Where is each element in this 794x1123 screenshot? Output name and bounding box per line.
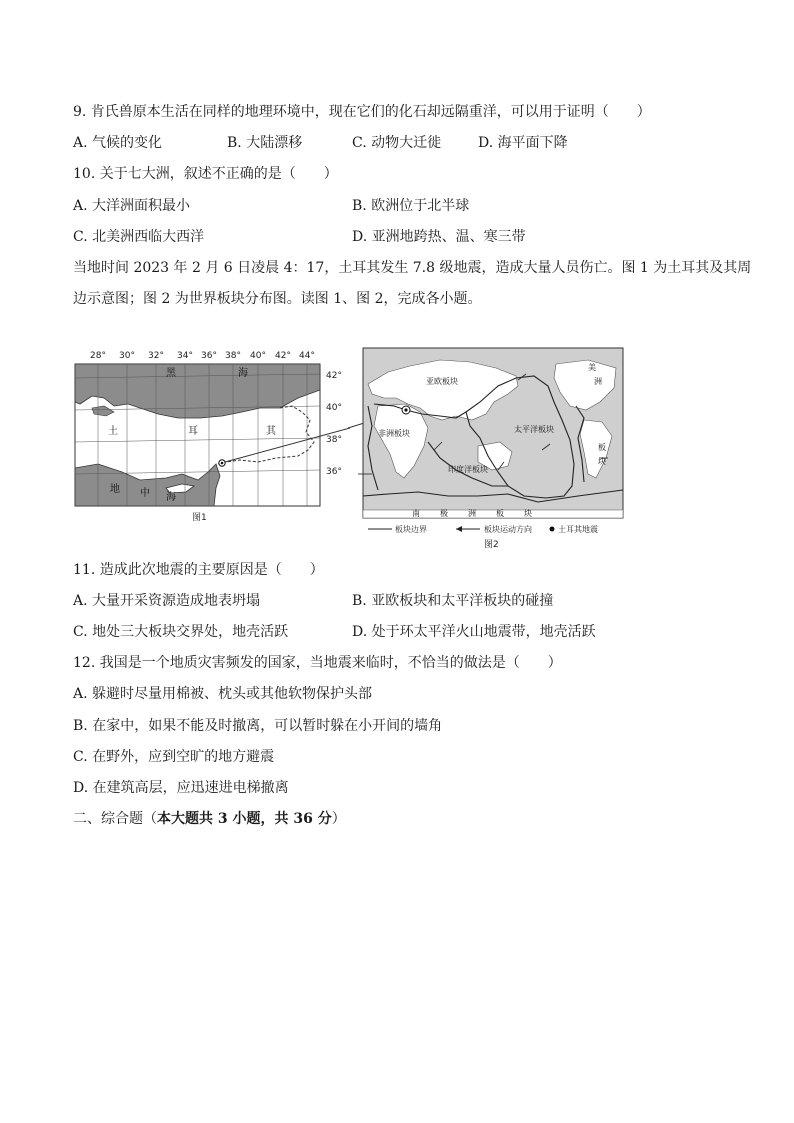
q9-stem: 9. 肯氏兽原本生活在同样的地理环境中，现在它们的化石却远隔重洋，可以用于证明（ ） <box>73 104 651 120</box>
fig2-legend-motion-arrowhead <box>456 526 462 532</box>
q9-option-c: C. 动物大迁徙 <box>352 135 442 151</box>
fig1-lon-32: 32° <box>148 351 164 361</box>
q10-option-c: C. 北美洲西临大西洋 <box>73 229 205 245</box>
material-line-2: 边示意图；图 2 为世界板块分布图。读图 1、图 2，完成各小题。 <box>73 291 482 307</box>
fig2-label-antarctic-5: 块 <box>524 509 532 518</box>
fig2-caption: 图2 <box>484 540 499 550</box>
fig1-label-er: 耳 <box>188 426 198 437</box>
fig2-epicenter-dot <box>404 408 407 411</box>
q10-option-d: D. 亚洲地跨热、温、寒三带 <box>352 229 526 245</box>
fig2-label-america-2: 洲 <box>594 377 602 386</box>
fig1-lat-36: 36° <box>326 467 342 477</box>
q10-stem: 10. 关于七大洲，叙述不正确的是（ ） <box>73 166 338 182</box>
fig2-label-antarctic-1: 南 <box>412 509 420 518</box>
q11-option-a: A. 大量开采资源造成地表坍塌 <box>73 593 261 609</box>
q11-stem: 11. 造成此次地震的主要原因是（ ） <box>73 562 324 578</box>
figure-1-turkey-map <box>70 346 350 526</box>
q11-option-d: D. 处于环太平洋火山地震带，地壳活跃 <box>352 624 596 640</box>
section-2-bold: 本大题共 3 小题，共 36 分 <box>157 811 332 827</box>
fig2-label-america-1: 美 <box>588 363 596 372</box>
fig1-lon-labels <box>90 351 315 361</box>
fig1-label-di: 地 <box>110 484 120 495</box>
fig1-label-zhong: 中 <box>140 488 150 499</box>
fig2-label-antarctic-2: 极 <box>440 509 448 518</box>
fig1-lon-36: 36° <box>201 351 217 361</box>
fig1-lon-44: 44° <box>299 351 315 361</box>
fig1-label-black-1: 黑 <box>166 368 176 379</box>
fig2-legend-motion: 板块运动方向 <box>484 525 532 534</box>
fig1-lon-28: 28° <box>90 351 106 361</box>
fig2-label-eurasian: 亚欧板块 <box>426 377 458 386</box>
q11-option-c: C. 地处三大板块交界处，地壳活跃 <box>73 624 289 640</box>
q12-option-d: D. 在建筑高层，应迅速进电梯撤离 <box>73 780 289 796</box>
fig2-legend-quake: 土耳其地震 <box>558 525 598 534</box>
fig2-label-antarctic-4: 板 <box>496 509 504 518</box>
section-2-heading <box>73 810 346 828</box>
fig2-label-plate-1: 板 <box>598 443 606 452</box>
section-2-suffix: ） <box>331 811 346 827</box>
fig2-label-antarctic-3: 洲 <box>468 509 476 518</box>
fig1-lat-38: 38° <box>326 435 342 445</box>
fig1-label-hai: 海 <box>166 492 176 503</box>
material-line-1: 当地时间 2023 年 2 月 6 日凌晨 4：17，土耳其发生 7.8 级地震，造成大量人员伤亡。图 1 为土耳其及其周 <box>73 260 752 276</box>
fig1-lon-30: 30° <box>119 351 135 361</box>
fig2-legend-boundary: 板块边界 <box>395 525 427 534</box>
fig2-legend-quake-swatch <box>550 527 555 532</box>
fig2-antarctica <box>363 510 623 518</box>
q12-stem: 12. 我国是一个地质灾害频发的国家，当地震来临时，不恰当的做法是（ ） <box>73 655 562 671</box>
fig1-lon-40: 40° <box>250 351 266 361</box>
fig1-lon-42: 42° <box>275 351 291 361</box>
q9-option-d: D. 海平面下降 <box>478 135 568 151</box>
fig2-label-indian: 印度洋板块 <box>448 465 488 474</box>
fig1-lat-40: 40° <box>326 403 342 413</box>
fig1-epicenter-dot <box>221 462 224 465</box>
fig1-lon-38: 38° <box>225 351 241 361</box>
fig1-label-tu: 土 <box>108 426 118 437</box>
fig1-lat-42: 42° <box>326 371 342 381</box>
fig1-label-qi: 其 <box>266 426 276 437</box>
fig2-label-plate-2: 块 <box>598 457 606 466</box>
fig2-legend <box>368 524 598 534</box>
fig1-label-black-2: 海 <box>238 368 248 379</box>
q12-option-a: A. 躲避时尽量用棉被、枕头或其他软物保护头部 <box>73 686 373 702</box>
q12-option-b: B. 在家中，如果不能及时撤离，可以暂时躲在小开间的墙角 <box>73 718 443 734</box>
q10-option-b: B. 欧洲位于北半球 <box>352 198 470 214</box>
fig1-lon-34: 34° <box>177 351 193 361</box>
fig1-lat-labels <box>326 371 342 477</box>
q12-option-c: C. 在野外，应到空旷的地方避震 <box>73 749 275 765</box>
q10-option-a: A. 大洋洲面积最小 <box>73 198 191 214</box>
q11-option-b: B. 亚欧板块和太平洋板块的碰撞 <box>352 593 554 609</box>
fig2-label-pacific: 太平洋板块 <box>514 425 554 434</box>
section-2-prefix: 二、综合题（ <box>73 811 157 827</box>
q9-option-a: A. 气候的变化 <box>73 135 163 151</box>
fig1-caption: 图1 <box>192 513 207 523</box>
q9-option-b: B. 大陆漂移 <box>227 135 303 151</box>
figure-2-plate-map <box>348 346 630 552</box>
fig2-label-african: 非洲板块 <box>378 429 410 438</box>
